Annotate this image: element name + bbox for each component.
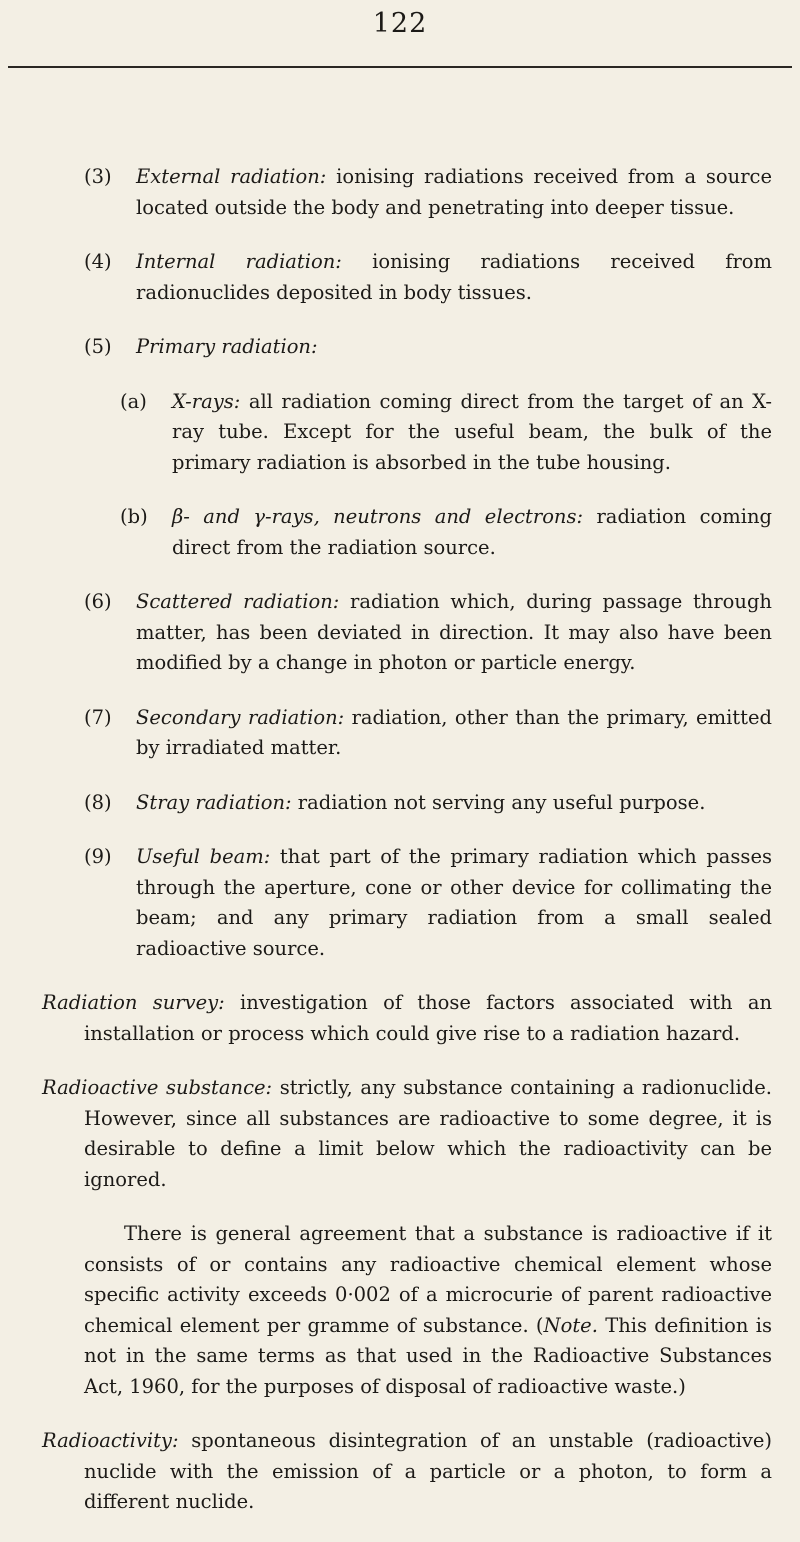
subdefinition-x-rays (120, 387, 772, 479)
entry-term: Radioactive substance: (42, 1076, 273, 1099)
entry-term: Radiation survey: (42, 991, 225, 1014)
item-number: (5) (84, 335, 112, 358)
subitem-number: (b) (120, 505, 148, 528)
subitem-term: β- and γ-rays, neutrons and electrons: (172, 505, 584, 528)
definition-internal-radiation (84, 247, 772, 308)
item-term: Secondary radiation: (136, 705, 345, 729)
entry-text: investigation of those factors associated with an installation or process which could give rise to a radiation hazard. (84, 991, 773, 1045)
definition-useful-beam (84, 842, 772, 964)
subitem-text: radiation coming direct from the radiation source. (172, 505, 772, 559)
item-number: (6) (84, 590, 112, 613)
header-rule (8, 66, 792, 68)
definition-scattered-radiation (84, 587, 772, 679)
item-term: Internal radiation: (136, 250, 342, 273)
definition-secondary-radiation (84, 703, 772, 764)
definition-radiation-survey (42, 988, 772, 1049)
note-label: Note. (543, 1313, 598, 1337)
item-text: that part of the primary radiation which passes through the aperture, cone or other device for collimating the beam; and any primary radiation from a small sealed radioactive source. (136, 845, 772, 960)
subitem-text: all radiation coming direct from the target of an X-ray tube. Except for the useful beam, the bulk of the primary radiation is absorbed in the tube housing. (172, 389, 772, 474)
item-text: radiation, other than the primary, emitted by irradiated matter. (136, 705, 772, 759)
entry-text: spontaneous disintegration of an unstable (radioactive) nuclide with the emission of a particle or a photon, to form a different nuclide. (84, 1429, 772, 1513)
item-text: ionising radiations received from radionuclides deposited in body tissues. (136, 250, 772, 304)
paragraph-text-before: There is general agreement that a substance is radioactive if it consists of or contains any radioactive chemical element whose specific activity exceeds 0·002 of a microcurie of parent radioactive chemical element per gramme of substance. ( (84, 1222, 772, 1337)
radioactive-substance-paragraph (84, 1219, 772, 1402)
subitem-number: (a) (120, 389, 147, 413)
definition-primary-radiation (84, 332, 772, 363)
item-number: (9) (84, 845, 112, 868)
definition-radioactive-substance (42, 1073, 772, 1195)
subitem-term: X-rays: (172, 389, 241, 413)
item-term: Stray radiation: (136, 790, 292, 814)
definition-radioactivity (42, 1426, 772, 1518)
item-term: Useful beam: (136, 845, 271, 868)
item-text: ionising radiations received from a source located outside the body and penetrating into deeper tissue. (136, 165, 772, 219)
item-text: radiation not serving any useful purpose. (291, 790, 706, 814)
definition-stray-radiation (84, 788, 772, 819)
page-number: 122 (372, 8, 428, 39)
item-number: (8) (84, 790, 112, 814)
glossary-content (0, 162, 772, 1542)
entry-term: Radioactivity: (42, 1429, 179, 1452)
item-term: External radiation: (136, 165, 327, 188)
item-text: radiation which, during passage through matter, has been deviated in direction. It may also have been modified by a change in photon or particle energy. (136, 590, 772, 674)
item-number: (3) (84, 165, 112, 188)
item-term: Scattered radiation: (136, 590, 340, 613)
item-number: (4) (84, 250, 112, 273)
subdefinition-beta-gamma (120, 502, 772, 563)
item-number: (7) (84, 705, 112, 729)
entry-text: strictly, any substance containing a radionuclide. However, since all substances are radioactive to some degree, it is desirable to define a limit below which the radioactivity can be ignored. (84, 1076, 772, 1191)
item-term: Primary radiation: (136, 335, 318, 358)
definition-external-radiation (84, 162, 772, 223)
paragraph-text-after: This definition is not in the same terms as that used in the Radioactive Substances Act, 1960, for the purposes of disposal of radioactive waste.) (84, 1313, 772, 1398)
